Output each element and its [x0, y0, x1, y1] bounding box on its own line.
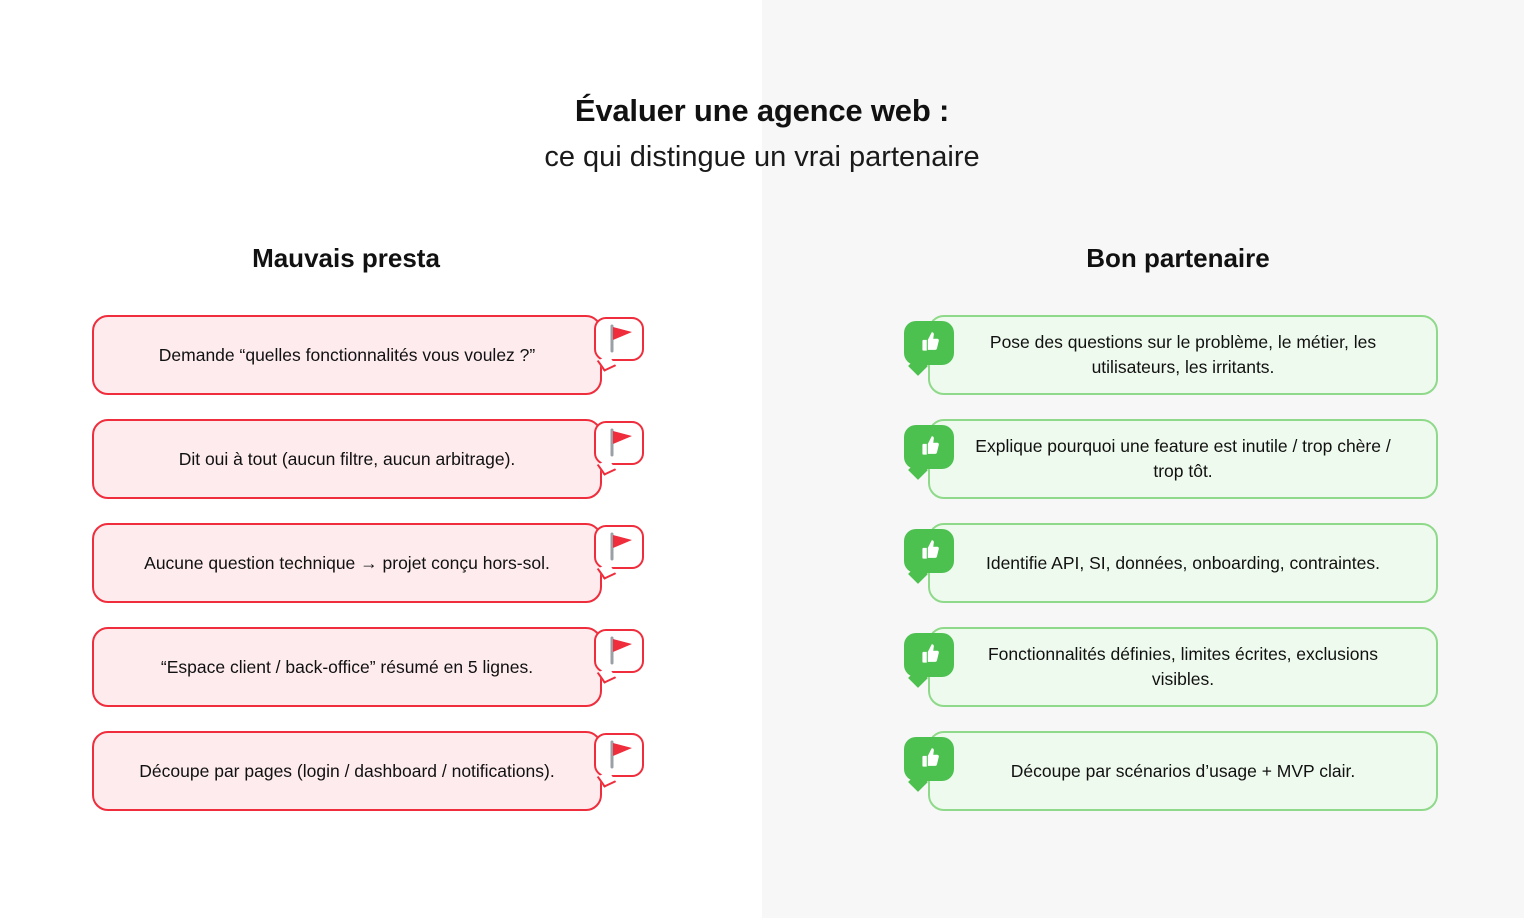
column-heading-bad: Mauvais presta [252, 243, 440, 273]
thumbs-up-icon [904, 425, 958, 481]
red-flag-icon [594, 629, 648, 683]
list-item [908, 731, 1438, 811]
page-subtitle: ce qui distingue un vrai partenaire [544, 140, 980, 173]
list-item [908, 523, 1438, 603]
list-item [908, 627, 1438, 707]
thumbs-up-icon [904, 321, 958, 377]
red-flag-icon [594, 525, 648, 579]
red-flag-icon [594, 733, 648, 787]
list-item [908, 419, 1438, 499]
column-heading-good: Bon partenaire [1086, 243, 1270, 273]
red-flag-icon [594, 421, 648, 475]
column-good [908, 315, 1438, 835]
good-item-text-4: Fonctionnalités définies, limites écrites, exclusions visibles. [928, 627, 1438, 707]
list-item [92, 419, 622, 499]
list-item [92, 627, 622, 707]
list-item [92, 523, 622, 603]
bad-item-text-5: Découpe par pages (login / dashboard / notifications). [92, 731, 602, 811]
list-item [92, 315, 622, 395]
good-item-text-2: Explique pourquoi une feature est inutile / trop chère / trop tôt. [928, 419, 1438, 499]
thumbs-up-icon [904, 737, 958, 793]
red-flag-icon [594, 317, 648, 371]
bad-item-text-2: Dit oui à tout (aucun filtre, aucun arbitrage). [92, 419, 602, 499]
thumbs-up-icon [904, 633, 958, 689]
bad-item-text-4: “Espace client / back-office” résumé en 5 lignes. [92, 627, 602, 707]
good-item-text-3: Identifie API, SI, données, onboarding, contraintes. [928, 523, 1438, 603]
title-block [0, 92, 1524, 177]
column-bad [92, 315, 622, 835]
bad-item-text-1: Demande “quelles fonctionnalités vous voulez ?” [92, 315, 602, 395]
bad-item-text-3: Aucune question technique → projet conçu hors-sol. [92, 523, 602, 603]
list-item [92, 731, 622, 811]
list-item [908, 315, 1438, 395]
page-title: Évaluer une agence web : [574, 93, 950, 128]
good-item-text-5: Découpe par scénarios d’usage + MVP clair. [928, 731, 1438, 811]
good-item-text-1: Pose des questions sur le problème, le métier, les utilisateurs, les irritants. [928, 315, 1438, 395]
thumbs-up-icon [904, 529, 958, 585]
